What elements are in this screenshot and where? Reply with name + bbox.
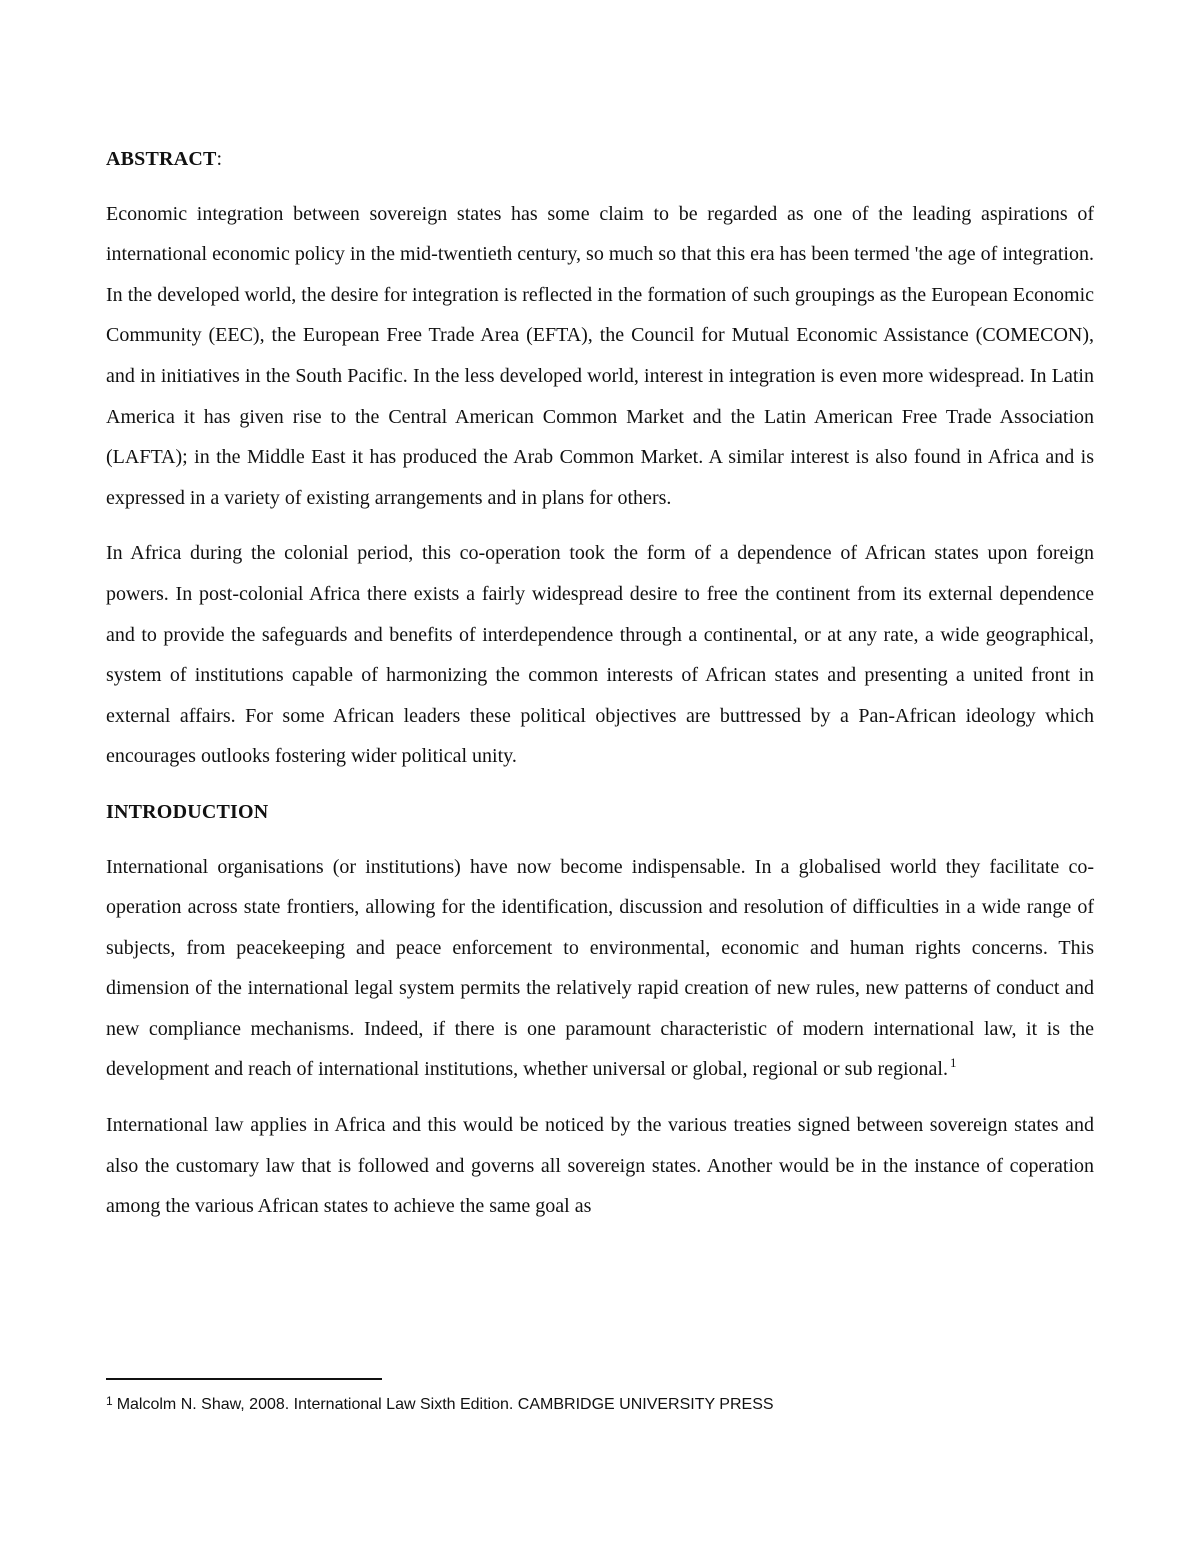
page-body [106,139,1094,1242]
introduction-heading: INTRODUCTION [106,800,269,823]
abstract-heading-text: ABSTRACT [106,148,217,170]
abstract-heading [106,139,1094,180]
introduction-paragraph-1-text: International organisations (or institutions) have now become indispensable. In a globalised world they facilitate co-operation across state frontiers, allowing for the identification, discussion and resolution of difficulties in a wide range of subjects, from peacekeeping and peace enforcement to environmental, economic and human rights concerns. This dimension of the international legal system permits the relatively rapid creation of new rules, new patterns of conduct and new compliance mechanisms. Indeed, if there is one paramount characteristic of modern international law, it is the development and reach of international institutions, whether universal or global, regional or sub regional. [106,855,1094,1081]
abstract-paragraph-2: In Africa during the colonial period, this co-operation took the form of a dependence of African states upon foreign powers. In post-colonial Africa there exists a fairly widespread desire to free the continent from its external dependence and to provide the safeguards and benefits of interdependence through a continental, or at any rate, a wide geographical, system of institutions capable of harmonizing the common interests of African states and presenting a united front in external affairs. For some African leaders these political objectives are buttressed by a Pan-African ideology which encourages outlooks fostering wider political unity. [106,542,1094,768]
introduction-paragraph-2: International law applies in Africa and this would be noticed by the various treaties signed between sovereign states and also the customary law that is followed and governs all sovereign states. Another would be in the instance of coperation among the various African states to achieve the same goal as [106,1114,1094,1218]
footnote-separator [106,1378,382,1380]
footnote-number: 1 [106,1394,113,1408]
footnote-text: Malcolm N. Shaw, 2008. International Law Sixth Edition. CAMBRIDGE UNIVERSITY PRESS [116,1396,774,1413]
introduction-paragraph-1 [106,847,1094,1091]
abstract-heading-colon: : [216,148,223,170]
footnote [106,1389,1094,1417]
abstract-paragraph-1: Economic integration between sovereign states has some claim to be regarded as one of the leading aspirations of international economic policy in the mid-twentieth century, so much so that this era has been termed 'the age of integration. In the developed world, the desire for integration is reflected in the formation of such groupings as the European Economic Community (EEC), the European Free Trade Area (EFTA), the Council for Mutual Economic Assistance (COMECON), and in initiatives in the South Pacific. In the less developed world, interest in integration is even more widespread. In Latin America it has given rise to the Central American Common Market and the Latin American Free Trade Association (LAFTA); in the Middle East it has produced the Arab Common Market. A similar interest is also found in Africa and is expressed in a variety of existing arrangements and in plans for others. [106,202,1094,509]
footnote-reference[interactable]: 1 [949,1055,957,1071]
